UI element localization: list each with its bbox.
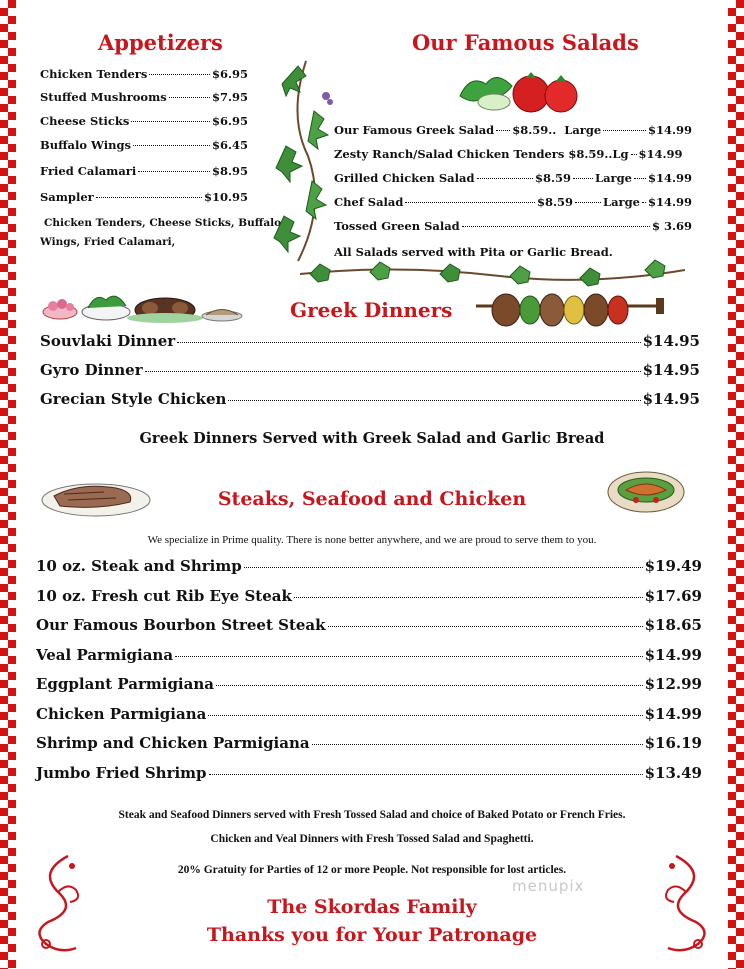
checkered-border-left <box>0 0 16 969</box>
appetizer-item: Buffalo Wings $6.45 <box>40 138 248 152</box>
steaks-note-2: Chicken and Veal Dinners with Fresh Tossed Salad and Spaghetti. <box>210 833 534 845</box>
appetizer-item: Chicken Tenders $6.95 <box>40 67 248 81</box>
vine-leaves-decoration-bottom <box>300 256 685 290</box>
greek-list <box>40 332 700 419</box>
greek-note: Greek Dinners Served with Greek Salad and Garlic Bread <box>139 430 605 447</box>
appetizers-list <box>40 67 248 210</box>
salads-list <box>334 123 692 243</box>
steaks-intro: We specialize in Prime quality. There is none better anywhere, and we are proud to serve them to you. <box>147 534 597 546</box>
appetizer-item: Cheese Sticks $6.95 <box>40 114 248 128</box>
steak-item: Our Famous Bourbon Street Steak $18.65 <box>36 616 702 634</box>
steak-item: Shrimp and Chicken Parmigiana $16.19 <box>36 734 702 752</box>
sampler-note-line2: Wings, Fried Calamari, <box>40 236 176 248</box>
footer-family-line: The Skordas Family <box>267 896 477 918</box>
steak-item: Chicken Parmigiana $14.99 <box>36 704 702 723</box>
souvlaki-skewer-illustration <box>476 288 666 332</box>
steaks-note-1: Steak and Seafood Dinners served with Fresh Tossed Salad and choice of Baked Potato or French Fries. <box>118 809 626 821</box>
footer-thanks-line: Thanks you for Your Patronage <box>206 924 538 946</box>
checkered-border-right <box>728 0 744 969</box>
greek-item: Souvlaki Dinner $14.95 <box>40 332 700 350</box>
greek-title: Greek Dinners <box>290 298 453 322</box>
appetizer-food-illustration <box>40 286 245 326</box>
appetizers-title: Appetizers <box>98 30 223 55</box>
greek-item: Gyro Dinner $14.95 <box>40 361 700 379</box>
steak-item: 10 oz. Fresh cut Rib Eye Steak $17.69 <box>36 586 702 605</box>
salad-vegetables-illustration <box>456 66 586 116</box>
greek-item: Grecian Style Chicken $14.95 <box>40 390 700 408</box>
appetizer-item: Stuffed Mushrooms $7.95 <box>40 90 248 104</box>
salad-item: Zesty Ranch/Salad Chicken Tenders $8.59.. Lg $14.99 <box>334 147 683 161</box>
steak-item: 10 oz. Steak and Shrimp $19.49 <box>36 557 702 575</box>
steaks-list <box>36 557 702 793</box>
appetizer-item: Sampler $10.95 <box>40 190 248 204</box>
vine-leaves-decoration-left <box>268 56 340 266</box>
gratuity-note: 20% Gratuity for Parties of 12 or more People. Not responsible for lost articles. <box>177 864 567 876</box>
salad-item: Chef Salad $8.59 Large $14.99 <box>334 195 692 209</box>
salad-item: Tossed Green Salad $ 3.69 <box>334 219 692 233</box>
salads-title: Our Famous Salads <box>412 30 639 55</box>
steak-item: Veal Parmigiana $14.99 <box>36 645 702 664</box>
sampler-note-line1: Chicken Tenders, Cheese Sticks, Buffalo <box>44 217 282 229</box>
salad-item: Grilled Chicken Salad $8.59 Large $14.99 <box>334 171 692 185</box>
steaks-title: Steaks, Seafood and Chicken <box>217 488 527 510</box>
steak-item: Eggplant Parmigiana $12.99 <box>36 675 702 693</box>
salads-note: All Salads served with Pita or Garlic Bread. <box>334 245 613 259</box>
appetizer-item: Fried Calamari $8.95 <box>40 164 248 178</box>
salad-item: Our Famous Greek Salad $8.59.. Large $14.99 <box>334 123 692 137</box>
watermark: menupix <box>512 877 585 895</box>
steak-item: Jumbo Fried Shrimp $13.49 <box>36 763 702 782</box>
